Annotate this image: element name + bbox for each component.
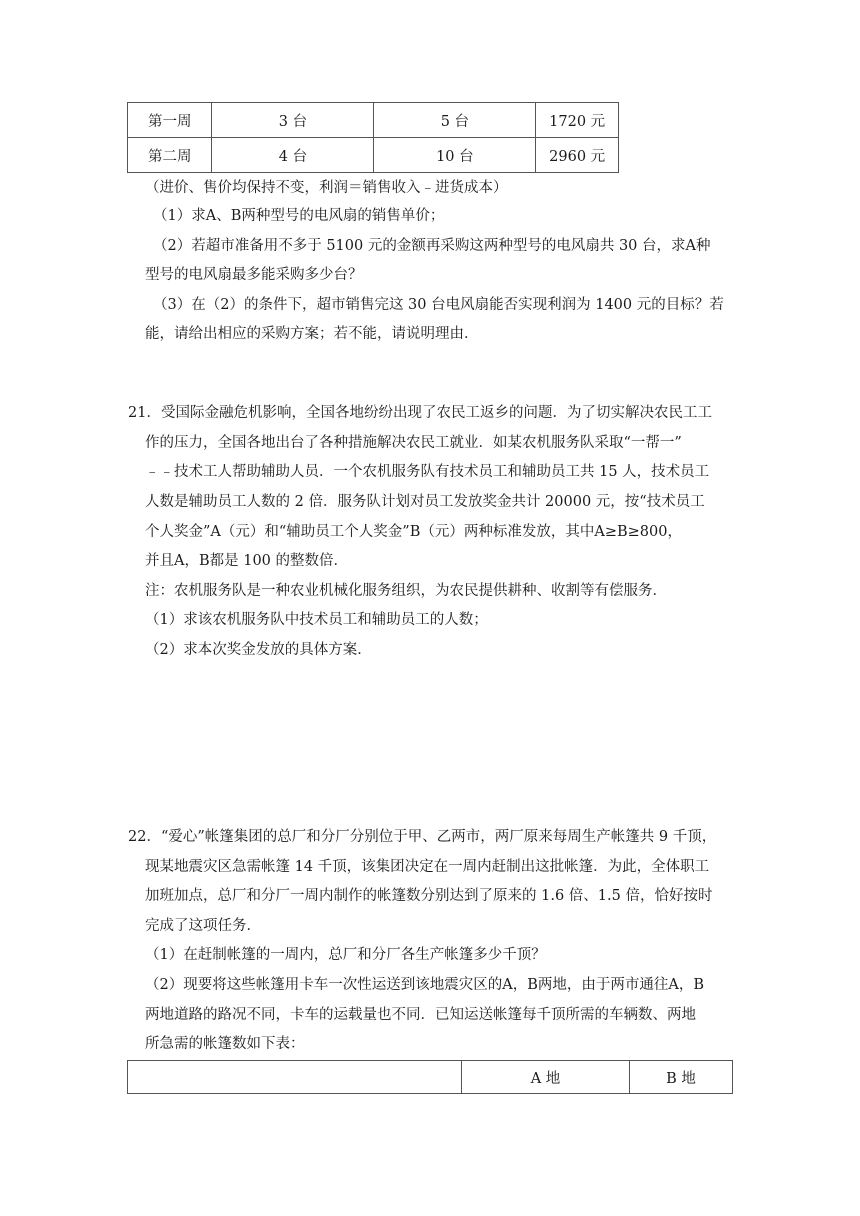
q22-line3: 加班加点，总厂和分厂一周内制作的帐篷数分别达到了原来的 1.6 倍、1.5 倍，恰好按时 bbox=[145, 888, 713, 904]
q21-note: 注：农机服务队是一种农业机械化服务组织，为农民提供耕种、收割等有偿服务． bbox=[145, 583, 667, 599]
q22-part2-line2: 两地道路的路况不同，卡车的运载量也不同．已知运送帐篷每千顶所需的车辆数、两地 bbox=[145, 1007, 696, 1023]
table-header-cell: B 地 bbox=[630, 1061, 733, 1094]
table-cell: 第二周 bbox=[128, 138, 212, 173]
sales-table bbox=[127, 102, 619, 173]
table-cell: 5 台 bbox=[374, 103, 536, 138]
q22-part2-line1: （2）现要将这些帐篷用卡车一次性运送到该地震灾区的A，B两地，由于两市通往A，B bbox=[145, 977, 704, 993]
q21-line3: ﹣﹣技术工人帮助辅助人员．一个农机服务队有技术员工和辅助员工共 15 人，技术员工 bbox=[145, 464, 710, 480]
table-cell: 10 台 bbox=[374, 138, 536, 173]
q21-part1: （1）求该农机服务队中技术员工和辅助员工的人数； bbox=[145, 612, 488, 628]
q20-note: （进价、售价均保持不变，利润＝销售收入﹣进货成本） bbox=[145, 180, 508, 196]
q21-part2: （2）求本次奖金发放的具体方案． bbox=[145, 642, 372, 658]
table-header-cell bbox=[128, 1061, 462, 1094]
q21-line1: 21．受国际金融危机影响，全国各地纷纷出现了农民工返乡的问题．为了切实解决农民工工 bbox=[128, 405, 712, 421]
q22-line4: 完成了这项任务． bbox=[145, 918, 261, 934]
q22-line2: 现某地震灾区急需帐篷 14 千顶，该集团决定在一周内赶制出这批帐篷．为此，全体职工 bbox=[145, 859, 710, 875]
q22-part1: （1）在赶制帐篷的一周内，总厂和分厂各生产帐篷多少千顶？ bbox=[145, 947, 546, 963]
table-cell: 2960 元 bbox=[536, 138, 619, 173]
q20-part3-line2: 能，请给出相应的采购方案；若不能，请说明理由． bbox=[145, 326, 479, 342]
q22-part2-line3: 所急需的帐篷数如下表： bbox=[145, 1036, 305, 1052]
table-header-row bbox=[128, 1061, 733, 1094]
table-cell: 4 台 bbox=[212, 138, 374, 173]
q21-line2: 作的压力，全国各地出台了各种措施解决农民工就业．如某农机服务队采取“一帮一” bbox=[145, 435, 682, 451]
table-header-cell: A 地 bbox=[462, 1061, 630, 1094]
q20-part2-line2: 型号的电风扇最多能采购多少台？ bbox=[145, 267, 363, 283]
q20-part1: （1）求A、B两种型号的电风扇的销售单价； bbox=[153, 208, 445, 224]
table-row bbox=[128, 103, 619, 138]
table-row bbox=[128, 138, 619, 173]
transport-table bbox=[127, 1060, 733, 1094]
table-cell: 1720 元 bbox=[536, 103, 619, 138]
table-cell: 3 台 bbox=[212, 103, 374, 138]
q21-line5: 个人奖金”A（元）和“辅助员工个人奖金”B（元）两种标准发放，其中A≥B≥800， bbox=[145, 524, 682, 540]
q20-part2-line1: （2）若超市准备用不多于 5100 元的金额再采购这两种型号的电风扇共 30 台，求A种 bbox=[153, 238, 711, 254]
q20-part3-line1: （3）在（2）的条件下，超市销售完这 30 台电风扇能否实现利润为 1400 元的目标？若 bbox=[153, 297, 724, 313]
q21-line6: 并且A，B都是 100 的整数倍． bbox=[145, 553, 349, 569]
q22-line1: 22．“爱心”帐篷集团的总厂和分厂分别位于甲、乙两市，两厂原来每周生产帐篷共 9 千顶， bbox=[128, 829, 717, 845]
q21-line4: 人数是辅助员工人数的 2 倍．服务队计划对员工发放奖金共计 20000 元，按“技术员工 bbox=[145, 494, 705, 510]
table-cell: 第一周 bbox=[128, 103, 212, 138]
